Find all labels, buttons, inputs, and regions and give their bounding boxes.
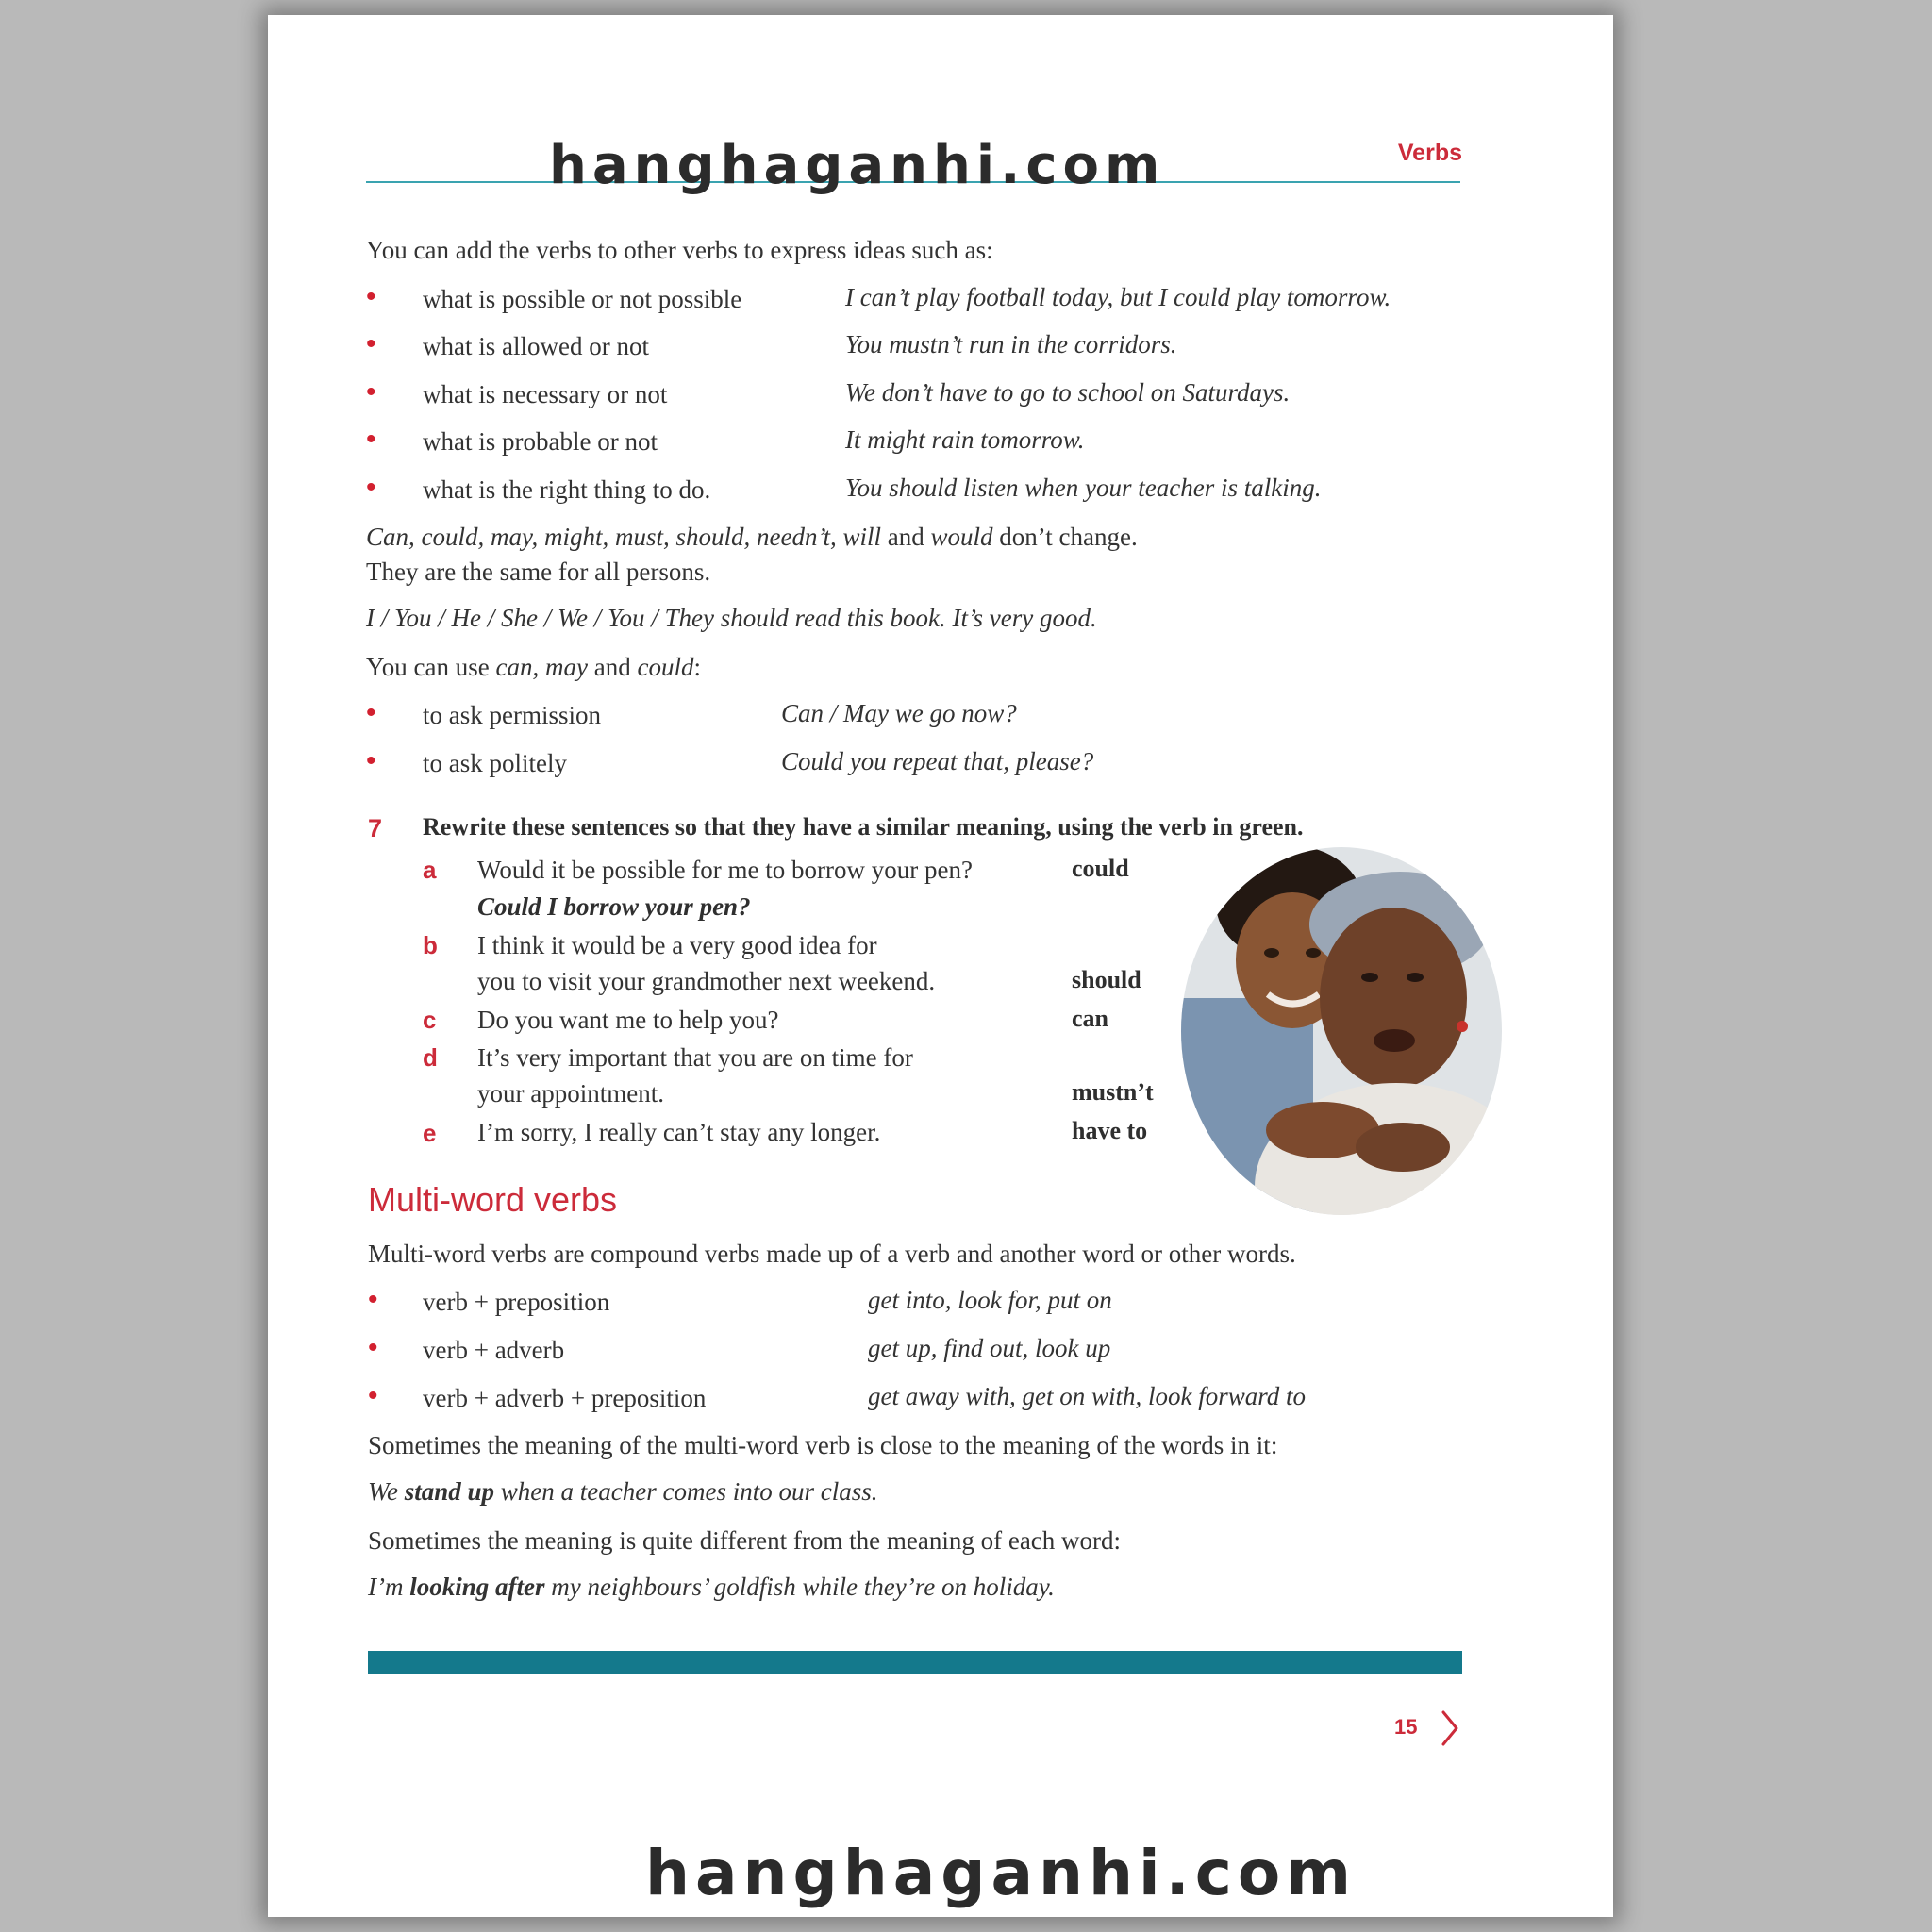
item-letter: c [423,1006,437,1034]
type-example: get up, find out, look up [868,1334,1111,1362]
bullet-icon: • [368,1332,378,1363]
type-label: verb + preposition [423,1288,610,1316]
section-heading: Multi-word verbs [368,1180,618,1219]
colon: : [693,653,701,681]
use-example: Can / May we go now? [781,699,1017,727]
idea-example: You should listen when your teacher is talking. [845,474,1322,502]
intro-text: You can add the verbs to other verbs to express ideas such as: [366,236,993,264]
modals-note-rest: don’t change. [992,523,1138,551]
watermark-bottom: hanghaganhi.com [645,1837,1357,1909]
bullet-icon: • [366,424,376,455]
idea-example: It might rain tomorrow. [845,425,1085,454]
modal-would: would [930,523,993,551]
different-meaning-text: Sometimes the meaning is quite different from the meaning of each word: [368,1526,1122,1555]
type-label: verb + adverb + preposition [423,1384,707,1412]
exercise-instruction: Rewrite these sentences so that they have a similar meaning, using the verb in green. [423,813,1304,841]
book-page [268,15,1613,1917]
next-page-chevron-icon[interactable] [1440,1709,1460,1752]
conjunction: and [587,653,638,681]
item-verb: have to [1072,1117,1148,1144]
item-letter: a [423,856,437,884]
modal-words: can, may [495,653,588,681]
bullet-icon: • [366,328,376,359]
photo-illustration [1181,847,1502,1215]
modal-could: could [637,653,694,681]
idea-label: what is allowed or not [423,332,649,360]
running-section-title: Verbs [1397,140,1462,166]
example-pre: We [368,1477,405,1506]
idea-example: We don’t have to go to school on Saturdays. [845,378,1291,407]
bullet-icon: • [368,1380,378,1411]
item-sentence: I’m sorry, I really can’t stay any longer. [477,1118,881,1146]
item-verb: can [1072,1005,1108,1032]
item-letter: e [423,1119,437,1147]
close-meaning-text: Sometimes the meaning of the multi-word verb is close to the meaning of the words in it: [368,1431,1278,1459]
type-label: verb + adverb [423,1336,565,1364]
footer-bar [368,1651,1462,1674]
example-highlight: stand up [404,1477,495,1506]
example-post: when a teacher comes into our class. [494,1477,878,1506]
type-example: get away with, get on with, look forward to [868,1382,1306,1410]
bullet-icon: • [366,745,376,776]
idea-label: what is necessary or not [423,380,668,408]
example-highlight: looking after [409,1573,545,1601]
item-letter: b [423,931,438,959]
type-example: get into, look for, put on [868,1286,1112,1314]
exercise-number: 7 [368,814,383,842]
item-sentence: Would it be possible for me to borrow your pen? [477,856,973,884]
use-label: to ask politely [423,749,567,777]
item-answer: Could I borrow your pen? [477,892,751,921]
example-pre: I’m [368,1573,410,1601]
item-letter: d [423,1043,438,1072]
persons-example: I / You / He / She / We / You / They should read this book. It’s very good. [366,604,1097,632]
modals-note [366,521,1138,553]
idea-label: what is probable or not [423,427,658,456]
example-sentence-1 [368,1477,877,1507]
idea-label: what is possible or not possible [423,285,742,313]
use-example: Could you repeat that, please? [781,747,1094,775]
page-number: 15 [1394,1715,1418,1739]
item-sentence: I think it would be a very good idea for [477,931,877,959]
item-verb: could [1072,855,1129,882]
item-sentence: Do you want me to help you? [477,1006,779,1034]
use-label: to ask permission [423,701,601,729]
item-sentence-line2: you to visit your grandmother next weekend. [477,967,936,995]
multiword-intro: Multi-word verbs are compound verbs made up of a verb and another word or other words. [368,1240,1296,1268]
bullet-icon: • [366,697,376,728]
modals-list: Can, could, may, might, must, should, needn’t, will [366,523,881,551]
grandmother-and-grandson-photo [1181,847,1502,1215]
conjunction: and [881,523,931,551]
lead-text: You can use [366,653,496,681]
bullet-icon: • [366,281,376,312]
watermark-top: hanghaganhi.com [549,135,1166,196]
item-verb: mustn’t [1072,1078,1154,1106]
item-sentence-line2: your appointment. [477,1079,664,1108]
bullet-icon: • [368,1284,378,1315]
can-may-could-intro [366,651,701,683]
example-sentence-2 [368,1573,1055,1602]
bullet-icon: • [366,376,376,408]
example-post: my neighbours’ goldfish while they’re on holiday. [544,1573,1055,1601]
modals-note-line2: They are the same for all persons. [366,558,711,586]
item-verb: should [1072,966,1141,993]
idea-label: what is the right thing to do. [423,475,711,504]
item-sentence: It’s very important that you are on time for [477,1043,913,1072]
idea-example: I can’t play football today, but I could play tomorrow. [845,283,1391,311]
bullet-icon: • [366,472,376,503]
idea-example: You mustn’t run in the corridors. [845,330,1177,358]
